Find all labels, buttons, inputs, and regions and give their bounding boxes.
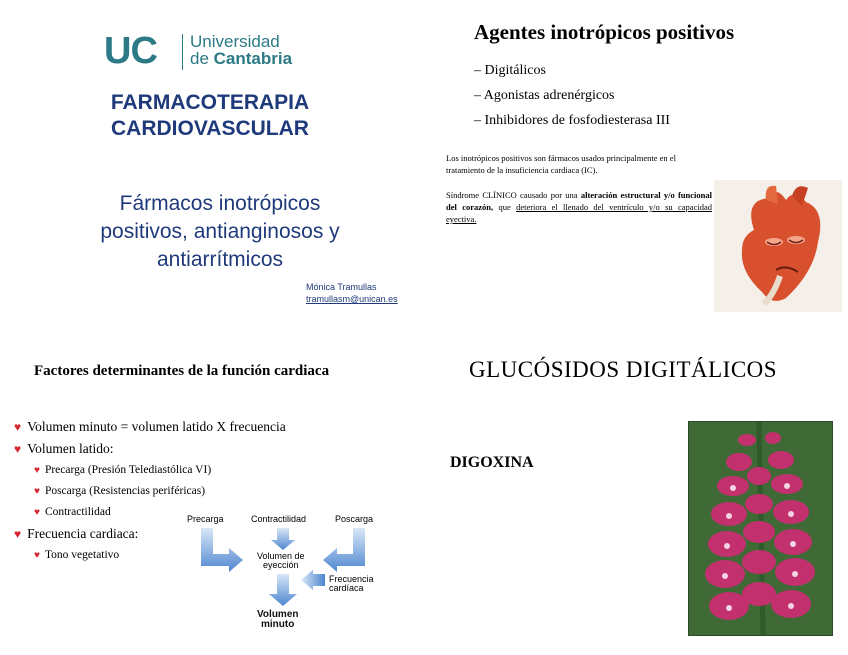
list-item: – Digitálicos	[474, 63, 546, 78]
slide2-list	[474, 58, 670, 133]
slide1-title: FARMACOTERAPIA CARDIOVASCULAR	[110, 91, 310, 140]
heart-icon: ♥	[34, 507, 40, 518]
slide4-title: GLUCÓSIDOS DIGITÁLICOS	[469, 357, 778, 382]
volumen-minuto-arrow	[269, 574, 297, 606]
cardiac-output-diagram	[185, 510, 395, 630]
contractilidad-arrow	[271, 528, 295, 550]
list-item: ♥ Precarga (Presión Telediastólica VI)	[14, 460, 286, 481]
label-volumen-minuto-1: Volumen	[257, 609, 299, 620]
list-item: ♥ Frecuencia cardiaca:	[14, 523, 286, 545]
list-item: ♥ Poscarga (Resistencias periféricas)	[14, 481, 286, 502]
heart-icon: ♥	[34, 465, 40, 476]
heart-icon: ♥	[14, 527, 22, 541]
logo-divider	[182, 34, 183, 70]
label-contractilidad: Contractilidad	[251, 514, 307, 524]
author-name: Mónica Tramullas	[306, 282, 377, 292]
tired-heart-illustration	[714, 180, 842, 312]
university-logo	[104, 30, 304, 74]
list-item: – Inhibidores de fosfodiesterasa III	[474, 113, 670, 128]
author-email-link[interactable]: tramullasm@unican.es	[306, 294, 398, 304]
slide2-paragraph-1: Los inotrópicos positivos son fármacos usados principalmente en el tratamiento de la insuficiencia cardiaca (IC).	[446, 153, 676, 175]
slide4-subtitle: DIGOXINA	[450, 454, 534, 471]
heart-icon: ♥	[14, 420, 22, 434]
logo-name-line2: de Cantabria	[190, 49, 293, 68]
logo-name-line1: Universidad	[190, 32, 280, 51]
label-frecuencia-1: Frecuencia	[329, 574, 374, 584]
label-precarga: Precarga	[187, 514, 224, 524]
logo-mark: UC	[104, 30, 157, 72]
poscarga-arrow	[323, 528, 365, 572]
label-volumen-eyeccion-2: eyección	[263, 560, 299, 570]
author-block	[306, 281, 398, 305]
label-volumen-eyeccion-1: Volumen de	[257, 551, 305, 561]
heart-icon: ♥	[34, 486, 40, 497]
list-item: – Agonistas adrenérgicos	[474, 88, 615, 103]
slide2-paragraph-2: Síndrome CLÍNICO causado por una alteración estructural y/o funcional del corazón, que deteriora el llenado del ventrículo y/o su capacidad eyectiva.	[446, 190, 712, 224]
list-item: ♥ Contractilidad	[14, 502, 286, 523]
heart-icon: ♥	[14, 442, 22, 456]
heart-icon: ♥	[34, 550, 40, 561]
frecuencia-arrow	[301, 570, 325, 590]
foxglove-photo	[688, 421, 833, 636]
slide3-title: Factores determinantes de la función cardiaca	[34, 363, 330, 379]
label-volumen-minuto-2: minuto	[261, 619, 295, 630]
list-item: ♥ Volumen latido:	[14, 438, 286, 460]
list-item: ♥ Tono vegetativo	[14, 545, 286, 566]
label-poscarga: Poscarga	[335, 514, 374, 524]
precarga-arrow	[201, 528, 243, 572]
label-frecuencia-2: cardíaca	[329, 583, 364, 593]
list-item: ♥ Volumen minuto = volumen latido X frecuencia	[14, 416, 286, 438]
slide2-title: Agentes inotrópicos positivos	[474, 20, 735, 44]
slide1-subtitle: Fármacos inotrópicos positivos, antianginosos y antiarrítmicos	[100, 192, 340, 271]
